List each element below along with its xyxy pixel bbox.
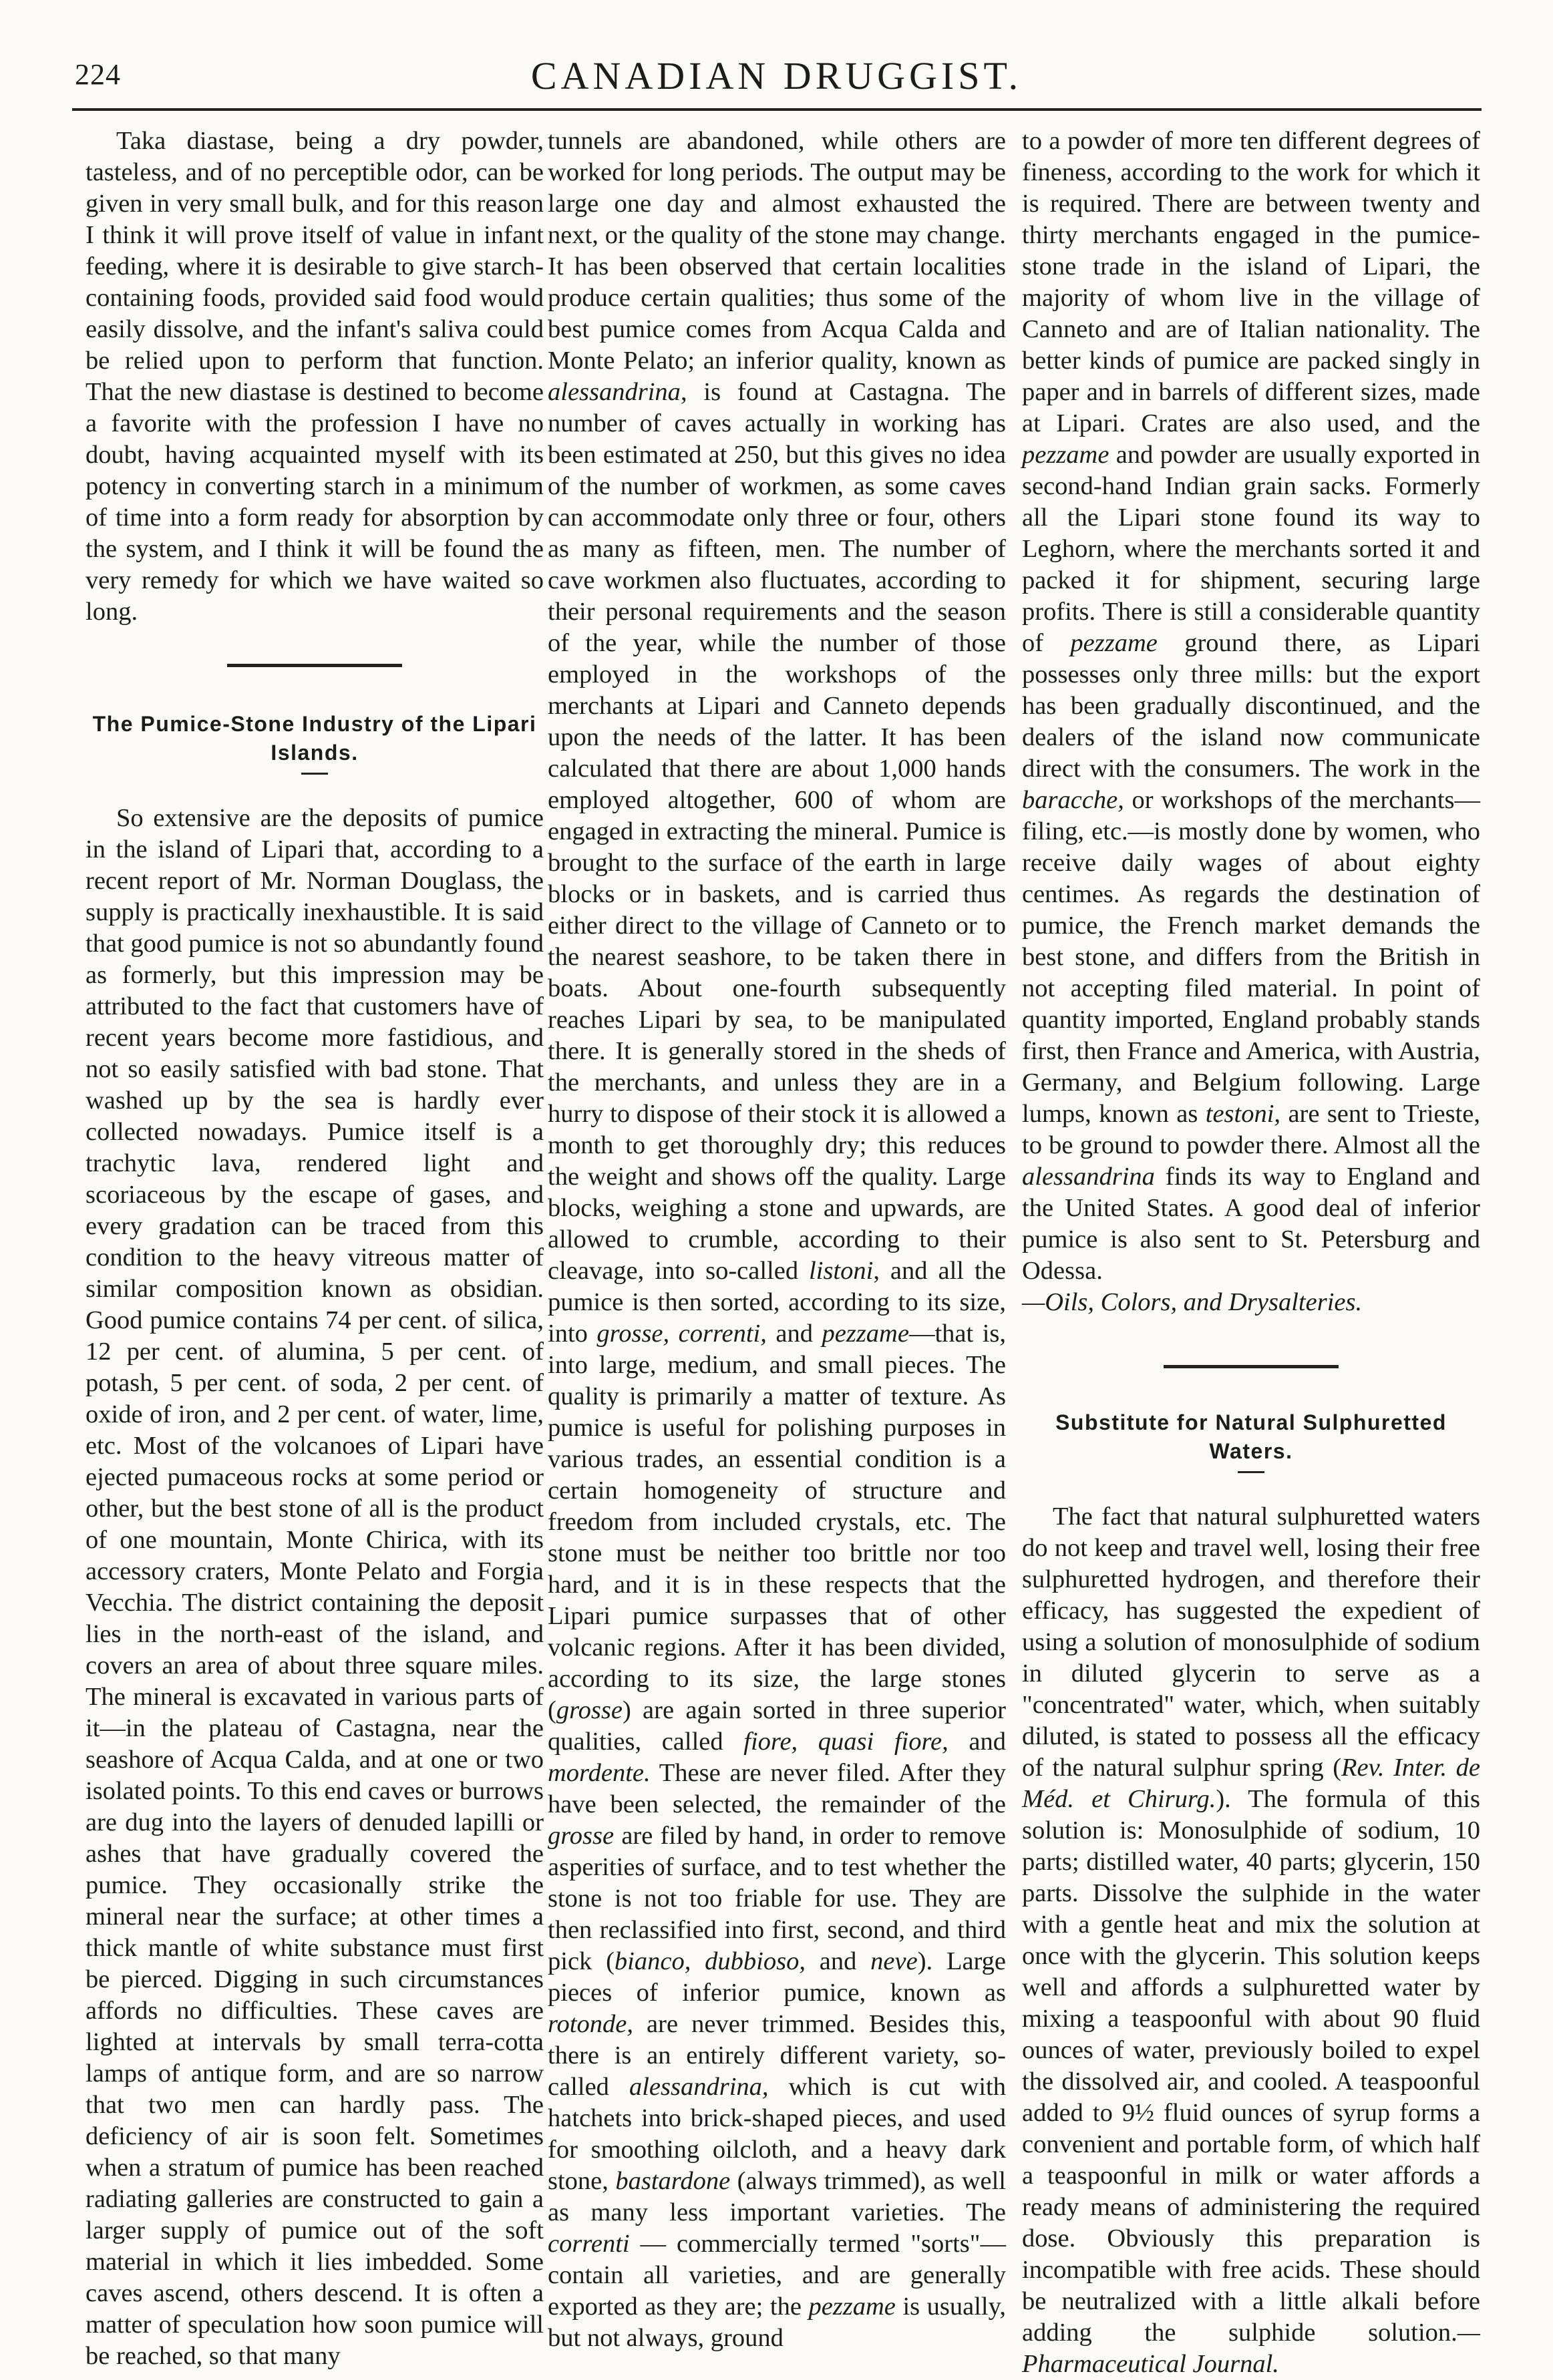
article-title-sulphur: Substitute for Natural Sulphuretted Waters. <box>1055 1410 1447 1463</box>
running-head: CANADIAN DRUGGIST. <box>530 54 1023 97</box>
pumice-source: —Oils, Colors, and Drysalteries. <box>1022 1288 1363 1316</box>
sulphur-source: —Pharmaceutical Journal. <box>1022 2319 1480 2378</box>
pumice-paragraph: So extensive are the deposits of pumice in the island of Lipari that, according to a recent report of Mr. Norman Douglass, the supply is practically inexhaustible. It is said that good pumice is not so abundantly found as formerly, but this impression may be attributed to the fact that customers have of recent years become more fastidious, and not so easily satisfied with bad stone. That washed up by the sea is hardly ever collected nowadays. Pumice itself is a trachytic lava, rendered light and scoriaceous by the escape of gases, and every gradation can be traced from this condition to the heavy vitreous matter of similar composition known as obsidian. Good pumice contains 74 per cent. of silica, 12 per cent. of alumina, 5 per cent. of potash, 5 per cent. of soda, 2 per cent. of oxide of iron, and 2 per cent. of water, lime, etc. Most of the volcanoes of Lipari have ejected pumaceous rocks at some period or other, but the best stone of all is the product of one mountain, Monte Chirica, with its accessory craters, Monte Pelato and Forgia Vecchia. The district containing the deposit lies in the north-east of the island, and covers an area of about three square miles. The mineral is excavated in various parts of it—in the plateau of Castagna, near the seashore of Acqua Calda, and at one or two isolated points. To this end caves or burrows are dug into the layers of denuded lapilli or ashes that have gradually covered the pumice. They occasionally strike the mineral near the surface; at other times a thick mantle of white substance must first be pierced. Digging in such circumstances affords no difficulties. These caves are lighted at intervals by small terra-cotta lamps of antique form, and are so narrow that two men can hardly pass. The deficiency of air is soon felt. Sometimes when a stratum of pumice has been reached radiating galleries are constructed to gain a larger supply of pumice out of the soft material in which it lies imbedded. Some caves ascend, others descend. It is often a matter of speculation how soon pumice will be reached, so that many <box>85 804 544 2370</box>
section-divider-2 <box>1164 1365 1339 1368</box>
header-rule <box>72 108 1482 111</box>
column-2 <box>548 126 1006 2354</box>
sulphur-paragraph: The fact that natural sulphuretted waters do not keep and travel well, losing their free sulphuretted hydrogen, and therefore their efficacy, has suggested the expedient of using a solution of monosulphide of sodium in diluted glycerin to serve as a "concentrated" water, which, when suitably diluted, is stated to possess all the efficacy of the natural sulphur spring (Rev. Inter. de Méd. et Chirurg.). The formula of this solution is: Monosulphide of sodium, 10 parts; distilled water, 40 parts; glycerin, 150 parts. Dissolve the sulphide in the water with a gentle heat and mix the solution at once with the glycerin. This solution keeps well and affords a sulphuretted water by mixing a teaspoonful with about 90 fluid ounces of water, previously boiled to expel the dissolved air, and cooled. A teaspoonful added to 9½ fluid ounces of syrup forms a convenient and portable form, of which half a teaspoonful in milk or water affords a ready means of administering the required dose. Obviously this preparation is incompatible with free acids. These should be neutralized with a little alkali before adding the sulphide solution.—Pharmaceutical Journal. <box>1022 1503 1480 2378</box>
title-dash-2 <box>1238 1471 1264 1473</box>
column-1 <box>85 126 544 2372</box>
pumice-continuation-col2: tunnels are abandoned, while others are worked for long periods. The output may be large one day and almost exhausted the next, or the quality of the stone may change. It has been observed that certain localities produce certain qualities; thus some of the best pumice comes from Acqua Calda and Monte Pelato; an inferior quality, known as alessandrina, is found at Castagna. The number of caves actually in working has been estimated at 250, but this gives no idea of the number of workmen, as some caves can accommodate only three or four, others as many as fifteen, men. The number of cave workmen also fluctuates, according to their personal requirements and the season of the year, while the number of those employed in the workshops of the merchants at Lipari and Canneto depends upon the needs of the latter. It has been calculated that there are about 1,000 hands employed altogether, 600 of whom are engaged in extracting the mineral. Pumice is brought to the surface of the earth in large blocks or in baskets, and is carried thus either direct to the village of Canneto or to the nearest seashore, to be taken there in boats. About one-fourth subsequently reaches Lipari by sea, to be manipulated there. It is generally stored in the sheds of the merchants, and unless they are in a hurry to dispose of their stock it is allowed a month to get thoroughly dry; this reduces the weight and shows off the quality. Large blocks, weighing a stone and upwards, are allowed to crumble, according to their cleavage, into so-called listoni, and all the pumice is then sorted, according to its size, into grosse, correnti, and pezzame—that is, into large, medium, and small pieces. The quality is primarily a matter of texture. As pumice is useful for polishing purposes in various trades, an essential condition is a certain homogeneity of structure and freedom from included crystals, etc. The stone must be neither too brittle nor too hard, and it is in these respects that the Lipari pumice surpasses that of other volcanic regions. After it has been divided, according to its size, the large stones (grosse) are again sorted in three superior qualities, called fiore, quasi fiore, and mordente. These are never filed. After they have been selected, the remainder of the grosse are filed by hand, in order to remove asperities of surface, and to test whether the stone is not too friable for use. They are then reclassified into first, second, and third pick (bianco, dubbioso, and neve). Large pieces of inferior pumice, known as rotonde, are never trimmed. Besides this, there is an entirely different variety, so-called alessandrina, which is cut with hatchets into brick-shaped pieces, and used for smoothing oilcloth, and a heavy dark stone, bastardone (always trimmed), as well as many less important varieties. The correnti — commercially termed "sorts"—contain all varieties, and are generally exported as they are; the pezzame is usually, but not always, ground <box>548 127 1007 2352</box>
section-divider <box>227 664 402 667</box>
taka-diastase-continuation: Taka diastase, being a dry powder, tasteless, and of no perceptible odor, can be given in very small bulk, and for this reason I think it will prove itself of value in infant feeding, where it is desirable to give starch-containing foods, provided said food would easily dissolve, and the infant's saliva could be relied upon to perform that function. That the new diastase is destined to become a favorite with the profession I have no doubt, having acquainted myself with its potency in converting starch in a minimum of time into a form ready for absorption by the system, and I think it will be found the very remedy for which we have waited so long. <box>85 127 544 626</box>
title-dash <box>301 773 328 775</box>
page-number: 224 <box>75 58 121 91</box>
pumice-continuation-col3: to a powder of more ten different degrees of fineness, according to the work for which it is required. There are between twenty and thirty merchants engaged in the pumice-stone trade in the island of Lipari, the majority of whom live in the village of Canneto and are of Italian nationality. The better kinds of pumice are packed singly in paper and in barrels of different sizes, made at Lipari. Crates are also used, and the pezzame and powder are usually exported in second-hand Indian grain sacks. Formerly all the Lipari stone found its way to Leghorn, where the merchants sorted it and packed it for shipment, securing large profits. There is still a considerable quantity of pezzame ground there, as Lipari possesses only three mills: but the export has been gradually discontinued, and the dealers of the island now communicate direct with the consumers. The work in the baracche, or workshops of the merchants—filing, etc.—is mostly done by women, who receive daily wages of about eighty centimes. As regards the destination of pumice, the French market demands the best stone, and differs from the British in not accepting filed material. In point of quantity imported, England probably stands first, then France and America, with Austria, Germany, and Belgium following. Large lumps, known as testoni, are sent to Trieste, to be ground to powder there. Almost all the alessandrina finds its way to England and the United States. A good deal of inferior pumice is also sent to St. Petersburg and Odessa. —Oils, Colors, and Drysalteries. <box>1022 127 1481 1316</box>
column-3 <box>1022 126 1480 2380</box>
article-title-pumice: The Pumice-Stone Industry of the Lipari Islands. <box>92 712 537 765</box>
